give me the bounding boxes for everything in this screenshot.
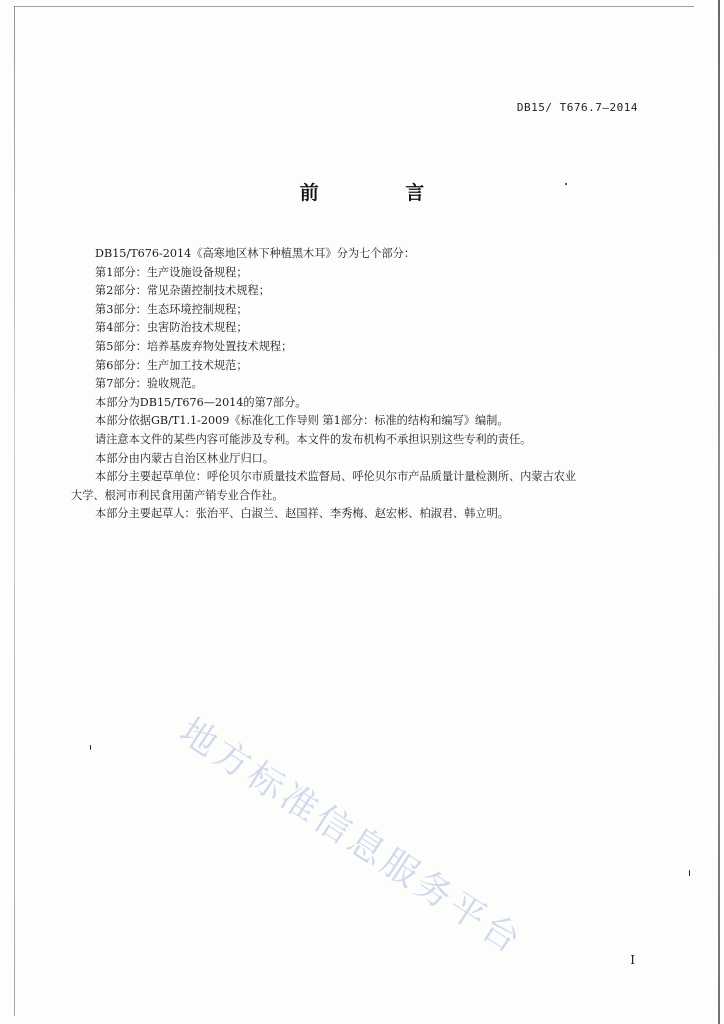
paragraph: 第1部分：生产设施设备规程；	[95, 265, 248, 279]
scan-speck	[689, 870, 690, 876]
scan-speck	[90, 745, 91, 750]
paragraph: DB15/T676-2014《高寒地区林下种植黑木耳》分为七个部分：	[95, 247, 416, 260]
paragraph: 本部分主要起草人：张治平、白淑兰、赵国祥、李秀梅、赵宏彬、柏淑君、韩立明。	[95, 507, 509, 521]
page-number: I	[630, 953, 635, 967]
foreword-body	[71, 245, 655, 524]
paragraph-continuation: 大学、根河市利民食用菌产销专业合作社。	[71, 488, 284, 502]
paragraph: 本部分主要起草单位：呼伦贝尔市质量技术监督局、呼伦贝尔市产品质量计量检测所、内蒙古农业	[95, 470, 577, 484]
paragraph: 第5部分：培养基废弃物处置技术规程；	[95, 339, 293, 353]
document-code: DB15/ T676.7—2014	[516, 101, 638, 114]
paragraph: 第4部分：虫害防治技术规程；	[95, 321, 248, 335]
scan-edge-right	[718, 0, 720, 1024]
paragraph: 第3部分：生态环境控制规程；	[95, 302, 248, 316]
page-title: 前 言	[299, 182, 465, 204]
watermark: 地方标准信息服务平台	[172, 710, 531, 964]
scan-edge-left	[14, 6, 15, 1016]
paragraph: 第7部分：验收规范。	[95, 377, 203, 391]
paragraph: 第2部分：常见杂菌控制技术规程；	[95, 284, 270, 298]
paragraph: 请注意本文件的某些内容可能涉及专利。本文件的发布机构不承担识别这些专利的责任。	[95, 432, 532, 446]
paragraph: 本部分依据GB/T1.1-2009《标准化工作导则 第1部分：标准的结构和编写》编制。	[95, 414, 509, 428]
paragraph: 第6部分：生产加工技术规范；	[95, 358, 248, 372]
paragraph: 本部分由内蒙古自治区林业厅归口。	[95, 451, 275, 465]
paragraph: 本部分为DB15/T676—2014的第7部分。	[95, 395, 307, 409]
scan-edge-top	[14, 6, 694, 7]
